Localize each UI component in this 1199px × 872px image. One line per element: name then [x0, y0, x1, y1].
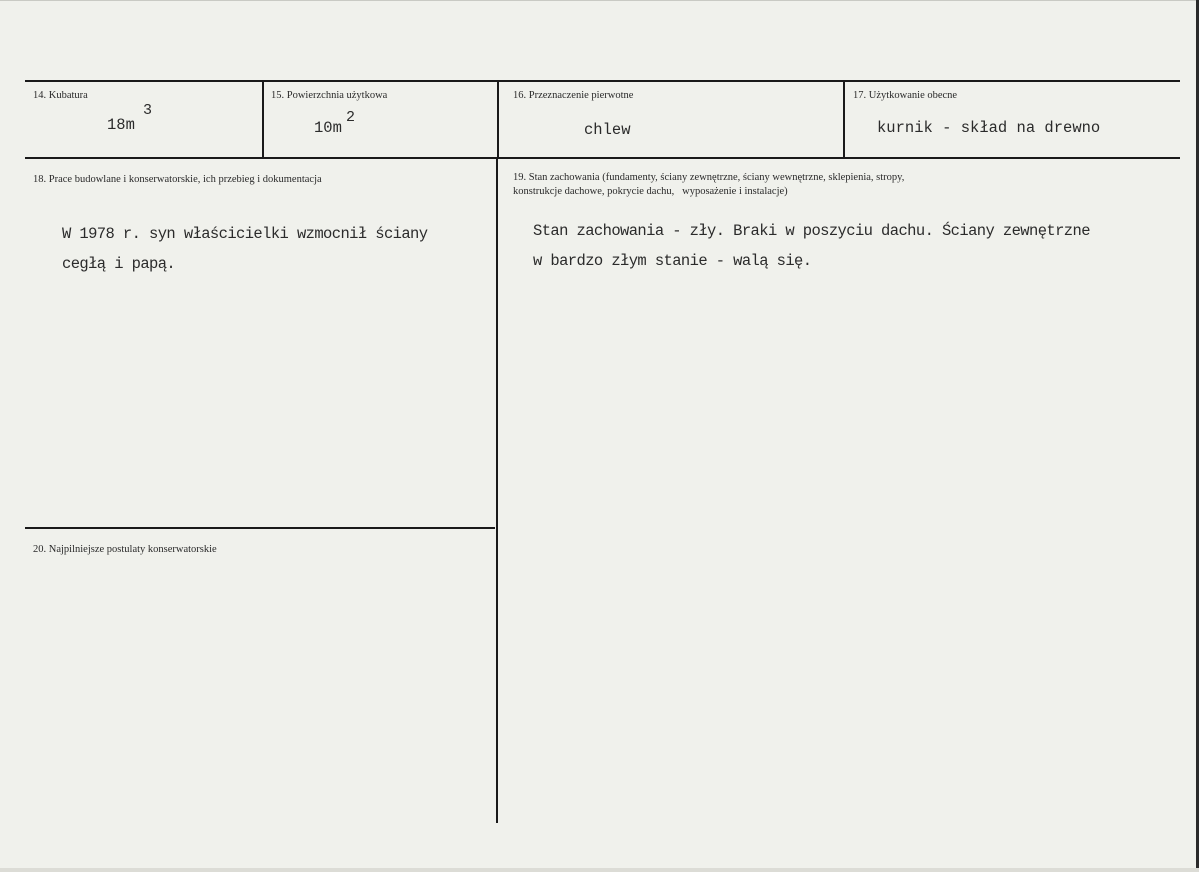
field-15-value: 10m	[314, 119, 342, 137]
card-bottom-edge	[0, 868, 1199, 872]
field-14-label: 14. Kubatura	[33, 90, 88, 101]
field-19-line-1: Stan zachowania - zły. Braki w poszyciu dachu. Ściany zewnętrzne	[533, 222, 1090, 240]
field-17-label: 17. Użytkowanie obecne	[853, 90, 958, 101]
field-18-text	[62, 219, 427, 279]
field-14-value: 18m	[107, 116, 135, 134]
field-15-superscript: 2	[346, 109, 356, 126]
divider-main-column	[496, 158, 498, 823]
divider-14-15	[262, 81, 264, 157]
field-18-line-1: W 1978 r. syn właścicielki wzmocnił ściany	[62, 225, 428, 243]
field-19-label-line-1: 19. Stan zachowania (fundamenty, ściany zewnętrzne, ściany wewnętrzne, sklepienia, stropy,	[513, 172, 905, 183]
field-18-line-2: cegłą i papą.	[62, 255, 176, 273]
form-top-rule	[25, 80, 1180, 82]
field-16-label: 16. Przeznaczenie pierwotne	[513, 90, 634, 101]
field-19-label-line-2: konstrukcje dachowe, pokrycie dachu, wyposażenie i instalacje)	[513, 186, 788, 197]
field-20-label: 20. Najpilniejsze postulaty konserwatorskie	[33, 544, 217, 555]
form-field20-rule	[25, 527, 495, 529]
field-19-line-2: w bardzo złym stanie - walą się.	[533, 252, 812, 270]
field-16-value: chlew	[584, 121, 631, 139]
divider-16-17	[843, 81, 845, 157]
field-19-text	[533, 216, 1090, 276]
field-14-superscript: 3	[143, 102, 153, 119]
divider-15-16	[497, 81, 499, 157]
card-top-edge	[0, 0, 1199, 1]
field-15-label: 15. Powierzchnia użytkowa	[271, 90, 388, 101]
field-17-value: kurnik - skład na drewno	[877, 119, 1101, 137]
field-18-label: 18. Prace budowlane i konserwatorskie, ich przebieg i dokumentacja	[33, 174, 322, 185]
form-row1-rule	[25, 157, 1180, 159]
